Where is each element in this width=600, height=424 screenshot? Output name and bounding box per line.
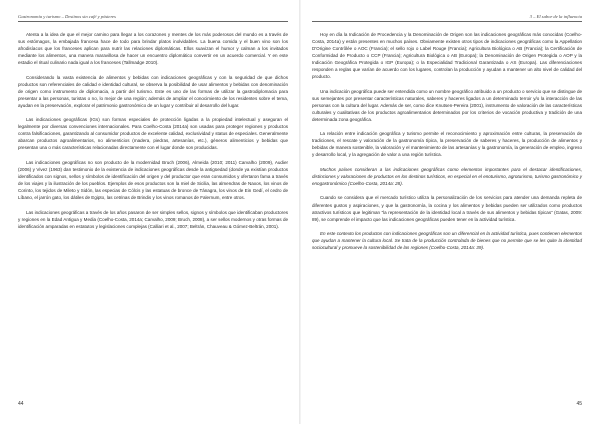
left-page-body: [18, 31, 288, 230]
paragraph: La relación entre indicación geográfica y turismo permite el reconocimiento y aproximación entre culturas, la preservación de tradiciones, el rescate y valoración de la gastronomía típica, la preservación de saberes y haceres, la producción de alimentos y bebidas de manera sostenible, la valoración y el mantenimiento de las artesanías y la gastronomía, la generación de empleo, ingreso y desarrollo local, y la agregación de valor a una región turística.: [312, 131, 582, 158]
paragraph: Hoy en día la Indicación de Procedencia y la Denominación de Origen son las indicaciones geográficas más conocidas (Coelho-Costa, 2014a) y están presentes en muchos países. Obviamente existen otros tipos de indicaciones geográficas como la Appellation D'Origine Contrôlée o AOC (Francia); el sello rojo o Label Rouge (Francia); Agricultura Biológica o AB (Francia); la Certificación de Conformidad de Producto o CCP (Francia); Agricultura Biológica o AB (Europa); la Denominación de Origen Protegida o AOP y la Indicación Geográfica Protegida o IGP (Europa); o la Especialidad Tradicional Garantizada o AS (Europa). Las diferenciaciones responden a reglas que varían de acuerdo con los lugares, controlan la producción y ayudan a mantener un alto nivel de calidad del producto.: [312, 32, 582, 80]
running-head-left: Gastronomía y turismo – Destinos sin café y pósteres: [18, 14, 288, 22]
page-number-left: 44: [18, 401, 24, 407]
right-page: [300, 0, 600, 424]
paragraph: Una indicación geográfica puede ser entendida como un nombre geográfico atribuido a un producto o servicio que se distingue de sus semejantes por presentar características naturales, saberes y haceres ligados a un determinado terroir y/o la interacción de las personas con la cultura del lugar. Además de ser, como dice Knutsen-Pereira (2001), instrumento de valoración de las características culturales y cualitativas de los productos agroalimentarios determinados por los criterios de vocación productiva y tradición de una determinada zona geográfica.: [312, 88, 582, 122]
paragraph: Las indicaciones geográficas a través de los años pasaron de ser simples sellos, signos y símbolos que identificaban productores y regiones en la Edad Antigua y Media (Coelho-Costa, 2014a; Carvalho, 2009; Bruch, 2008), a ser sellos modernos y otras formas de identificación amparadas en estatutos y legislaciones complejas (Calliari et al., 2007; Beltrán, Chauveau & Gómez-Beltrán, 2001).: [18, 209, 288, 229]
paragraph: Atenta a la idea de que el mejor camino para llegar a los corazones y mentes de los más poderosos del mundo es a través de sus estómagos, la embajada francesa hace de todo para brindar platos inolvidables. La buena comida y el buen vino son los afrodisíacos que los franceses aplican para nutrir las relaciones diplomáticas. Ellos suavizan el humor y calman a los invitados mediante los alimentos, una manera maravillosa de hacer un encuentro diplomático convertir en un acuerdo comercial. Y en este estadio el ritual culinario nada igual a los franceses (Tallmadge 2010).: [18, 32, 288, 66]
paragraph: Las indicaciones geográficas no son producto de la modernidad Bruch (2006), Almeida (2010; 2011) Carvalho (2009), Audier (2006) y Vivez (1963) dan testimonio de la existencia de indicaciones geográficas desde la antigüedad (donde ya existían productos identificados con signos, sellos y símbolos de identificación del origen y del productor que eran consumidos y ofertaron fama a través de los viajes y la ilustración de los pueblos. Ejemplos de esos productos son la miel de Sicilia, las almendras de Naxos, los vinos de Corinto, los tejidos de Mileto y Sidón, las especias de Cólcis y las estatuas de bronce de Tánagra, los vinos de Ein Gedí, el cedro de Líbano, el jarrón gato, los dátiles de Egipto, las cetrinas de Brindis y los vinos romanos de Falernum, entre otros.: [18, 159, 288, 201]
paragraph: Las indicaciones geográficas (IGs) son formas especiales de protección ligadas a la propiedad intelectual y aseguran el legalmente por diversas convenciones internacionales. Para Coelho-Costa (2014a) son usadas para proteger regiones y productos contra falsificaciones, garantizando al consumidor productos de excelente calidad, exclusividad y status de especiales. Generalmente abarcan productos agroalimentarios, no alimenticios (madera, piedras, artesanías, etc.), géneros alimenticios y bebidas que presentan una o más características relacionadas directamente con el lugar donde son producidas.: [18, 117, 288, 151]
italic-paragraph: Muchos países consideran a las indicaciones geográficas como elementos importantes para el destacar identificaciones, distinciones y valoraciones de productos en los destinos turísticos, en especial en el enoturismo, agroturismo, turismo gastronómico y enogastronómico (Coelho-Costa, 2014a: 28).: [312, 166, 582, 187]
running-head-right: 3 – El sabor de la influencia: [312, 14, 582, 22]
right-page-body: [312, 31, 582, 251]
paragraph: Considerando la vasta existencia de alimentos y bebidas con indicaciones geográficas y con la seguridad de que dichos productos son referenciales de calidad e identidad cultural, se observa la posibilidad de usar alimentos y bebidas con denominación de origen como instrumento de diplomacia, a partir del turismo. Este es uno de las formas de utilizar la gastrodiplomacia para presentar a las personas, turistas o no, lo mejor de una región; además de ampliar el conocimiento de los residentes sobre el tema, ayudan en la preservación, explorar el patrimonio gastronómico de un lugar y contribuir al desarrollo del lugar.: [18, 74, 288, 108]
page-number-right: 45: [576, 401, 582, 407]
italic-paragraph: En este contexto los productos con indicaciones geográficas son un diferencial en la actividad turística, pues contienen elementos que ayudan a mantener la cultura local. Se trata de la producción controlada de bienes que no permite que se les quite la identidad sociocultural y promueve la sostenibilidad de las regiones (Coelho-Costa, 2014a: 39).: [312, 231, 582, 251]
paragraph: Cuando se considera que el mercado turístico utiliza la personalización de los servicios para atender una demanda repleta de diferentes gustos y aspiraciones, y que la gastronomía, la cocina y los alimentos y bebidas pueden ser utilizados como productos atractivos turísticos que legitiman “la representación de la identidad local a través de sus alimentos y bebidas típicas” (Gatas, 2009: 89), se comprende el impacto que las indicaciones geográficas pueden tener en la actividad turística.: [312, 195, 582, 222]
